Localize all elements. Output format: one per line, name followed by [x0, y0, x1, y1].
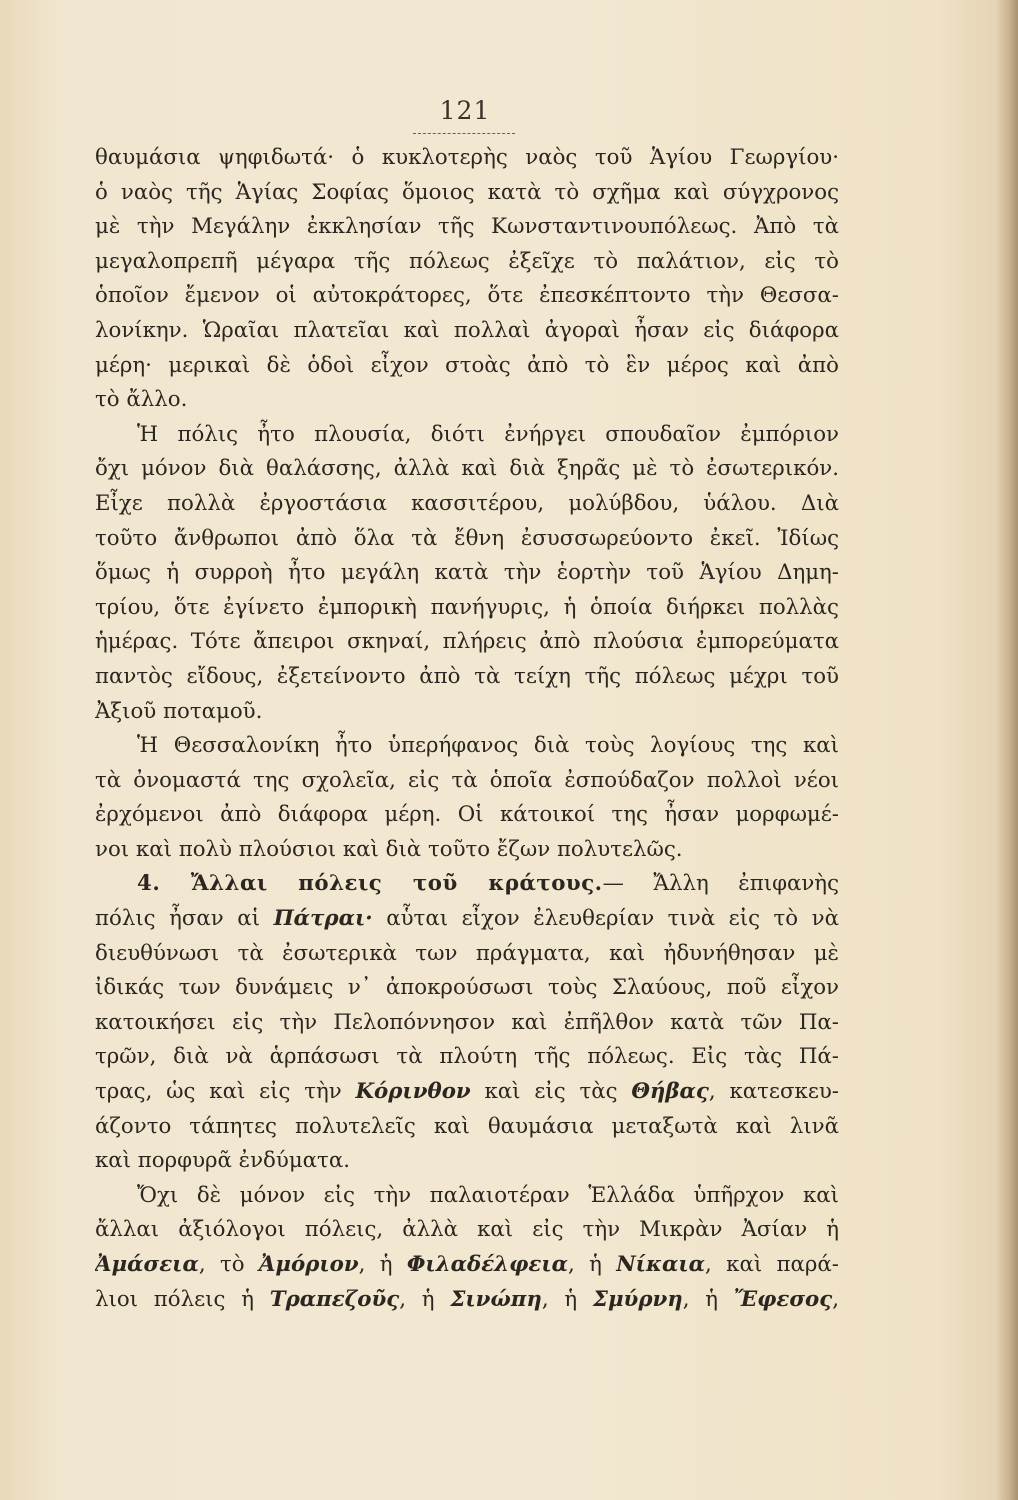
section-heading: 4. Ἄλλαι πόλεις τοῦ κράτους.: [137, 871, 603, 897]
text-fragment: , ἡ: [682, 1286, 734, 1312]
city-name-amorion: Ἀμόριον: [258, 1252, 359, 1277]
city-name-amaseia: Ἀμάσεια: [95, 1252, 199, 1277]
text-line: [95, 1283, 839, 1318]
text-fragment: λιοι πόλεις ἡ: [95, 1286, 270, 1312]
text-line: λονίκην. Ὡραῖαι πλατεῖαι καὶ πολλαὶ ἀγοραὶ ἦσαν εἰς διάφορα: [95, 317, 839, 343]
text-line: τὸ ἄλλο.: [95, 387, 188, 413]
text-line: μεγαλοπρεπῆ μέγαρα τῆς πόλεως ἐξεῖχε τὸ παλάτιον, εἰς τὸ: [95, 248, 839, 274]
text-line: ὁ ναὸς τῆς Ἁγίας Σοφίας ὅμοιος κατὰ τὸ σχῆμα καὶ σύγχρονος: [95, 179, 839, 205]
text-line: Ὄχι δὲ μόνον εἰς τὴν παλαιοτέραν Ἑλλάδα ὑπῆρχον καὶ: [137, 1182, 839, 1208]
text-line: Ἡ Θεσσαλονίκη ἦτο ὑπερήφανος διὰ τοὺς λογίους της καὶ: [137, 733, 839, 759]
text-line: κατοικήσει εἰς τὴν Πελοπόννησον καὶ ἐπῆλθον κατὰ τῶν Πα-: [95, 1009, 839, 1035]
text-line: ὁποῖον ἔμενον οἱ αὐτοκράτορες, ὅτε ἐπεσκέπτοντο τὴν Θεσσα-: [95, 283, 839, 309]
text-line: ὄχι μόνον διὰ θαλάσσης, ἀλλὰ καὶ διὰ ξηρᾶς μὲ τὸ ἐσωτερικόν.: [95, 456, 839, 482]
text-fragment: , ἡ: [399, 1286, 451, 1312]
text-fragment: , κατεσκευ-: [708, 1079, 839, 1105]
text-line: καὶ πορφυρᾶ ἐνδύματα.: [95, 1148, 350, 1174]
paragraph-thessaloniki-monuments: [95, 141, 839, 418]
text-line: ὅμως ἡ συρροὴ ἦτο μεγάλη κατὰ τὴν ἑορτὴν τοῦ Ἁγίου Δημη-: [95, 560, 839, 586]
city-name-thivai: Θήβας: [631, 1079, 709, 1105]
text-fragment: ,: [832, 1286, 839, 1312]
text-line: ἐρχόμενοι ἀπὸ διάφορα μέρη. Οἱ κάτοικοί της ἦσαν μορφωμέ-: [95, 802, 839, 828]
paragraph-asia-minor-cities: [95, 1179, 839, 1317]
text-line: μὲ τὴν Μεγάλην ἐκκλησίαν τῆς Κωνσταντινουπόλεως. Ἀπὸ τὰ: [95, 214, 839, 240]
text-fragment: τρας, ὡς καὶ εἰς τὴν: [95, 1079, 356, 1105]
city-name-filadelfeia: Φιλαδέλφεια: [406, 1252, 569, 1277]
text-line: [95, 902, 839, 937]
page-spine-shadow: [996, 0, 1018, 1500]
paragraph-thessaloniki-trade: [95, 418, 839, 729]
text-fragment: — Ἄλλη ἐπιφανὴς: [602, 871, 839, 897]
text-line: Ἀξιοῦ ποταμοῦ.: [95, 698, 263, 724]
city-name-efesos: Ἔφεσος: [733, 1286, 833, 1312]
text-fragment: πόλις ἦσαν αἱ: [95, 906, 274, 932]
paragraph-thessaloniki-schools: [95, 729, 839, 867]
text-line: άζοντο τάπητες πολυτελεῖς καὶ θαυμάσια μεταξωτὰ καὶ λινᾶ: [95, 1113, 839, 1139]
text-line: Εἶχε πολλὰ ἐργοστάσια κασσιτέρου, μολύβδου, ὑάλου. Διὰ: [95, 490, 839, 516]
text-line: Ἡ πόλις ἦτο πλουσία, διότι ἐνήργει σπουδαῖον ἐμπόριον: [137, 421, 839, 447]
text-fragment: , ἡ: [568, 1252, 617, 1277]
text-fragment: , καὶ παρά-: [705, 1252, 839, 1277]
text-line: [95, 1248, 839, 1283]
text-line: ἄλλαι ἀξιόλογοι πόλεις, ἀλλὰ καὶ εἰς τὴν Μικρὰν Ἀσίαν ἡ: [95, 1217, 839, 1243]
body-text: [95, 141, 839, 1317]
text-line: [95, 867, 839, 902]
text-fragment: , ἡ: [541, 1286, 593, 1312]
section-4-other-cities: [95, 867, 839, 1178]
text-fragment: , τὸ: [198, 1252, 259, 1277]
text-line: μέρη· μερικαὶ δὲ ὁδοὶ εἶχον στοὰς ἀπὸ τὸ ἓν μέρος καὶ ἀπὸ: [95, 352, 839, 378]
city-name-smyrni: Σμύρνη: [592, 1286, 683, 1312]
page-number-rule: [413, 133, 515, 134]
text-line: τρῶν, διὰ νὰ ἁρπάσωσι τὰ πλούτη τῆς πόλεως. Εἰς τὰς Πά-: [95, 1044, 839, 1070]
text-line: νοι καὶ πολὺ πλούσιοι καὶ διὰ τοῦτο ἔζων πολυτελῶς.: [95, 836, 683, 862]
text-line: [95, 1075, 839, 1110]
text-line: θαυμάσια ψηφιδωτά· ὁ κυκλοτερὴς ναὸς τοῦ Ἁγίου Γεωργίου·: [95, 145, 839, 170]
text-line: ἰδικάς των δυνάμεις ν᾽ ἀποκρούσωσι τοὺς Σλαύους, ποῦ εἶχον: [95, 975, 839, 1001]
page-number: 121: [439, 96, 491, 125]
text-fragment: καὶ εἰς τὰς: [470, 1079, 632, 1105]
text-fragment: , ἡ: [358, 1252, 407, 1277]
text-line: τὰ ὀνομαστά της σχολεῖα, εἰς τὰ ὁποῖα ἐσπούδαζον πολλοὶ νέοι: [95, 767, 839, 793]
city-name-trapezous: Τραπεζοῦς: [269, 1286, 400, 1312]
city-name-nikaia: Νίκαια: [616, 1252, 706, 1277]
text-line: τρίου, ὅτε ἐγίνετο ἐμπορικὴ πανήγυρις, ἡ ὁποία διήρκει πολλὰς: [95, 594, 839, 620]
city-name-sinopi: Σινώπη: [450, 1286, 542, 1312]
text-line: διευθύνωσι τὰ ἐσωτερικὰ των πράγματα, καὶ ἠδυνήθησαν μὲ: [95, 940, 839, 966]
city-name-patrai: Πάτραι·: [273, 906, 373, 932]
text-line: τοῦτο ἄνθρωποι ἀπὸ ὅλα τὰ ἔθνη ἐσυσσωρεύοντο ἐκεῖ. Ἰδίως: [95, 525, 839, 551]
text-line: παντὸς εἴδους, ἐξετείνοντο ἀπὸ τὰ τείχη τῆς πόλεως μέχρι τοῦ: [95, 663, 839, 689]
text-fragment: αὗται εἶχον ἐλευθερίαν τινὰ εἰς τὸ νὰ: [372, 906, 839, 932]
city-name-korinthos: Κόρινθον: [355, 1079, 471, 1105]
text-line: ἡμέρας. Τότε ἄπειροι σκηναί, πλήρεις ἀπὸ πλούσια ἐμπορεύματα: [95, 629, 839, 655]
